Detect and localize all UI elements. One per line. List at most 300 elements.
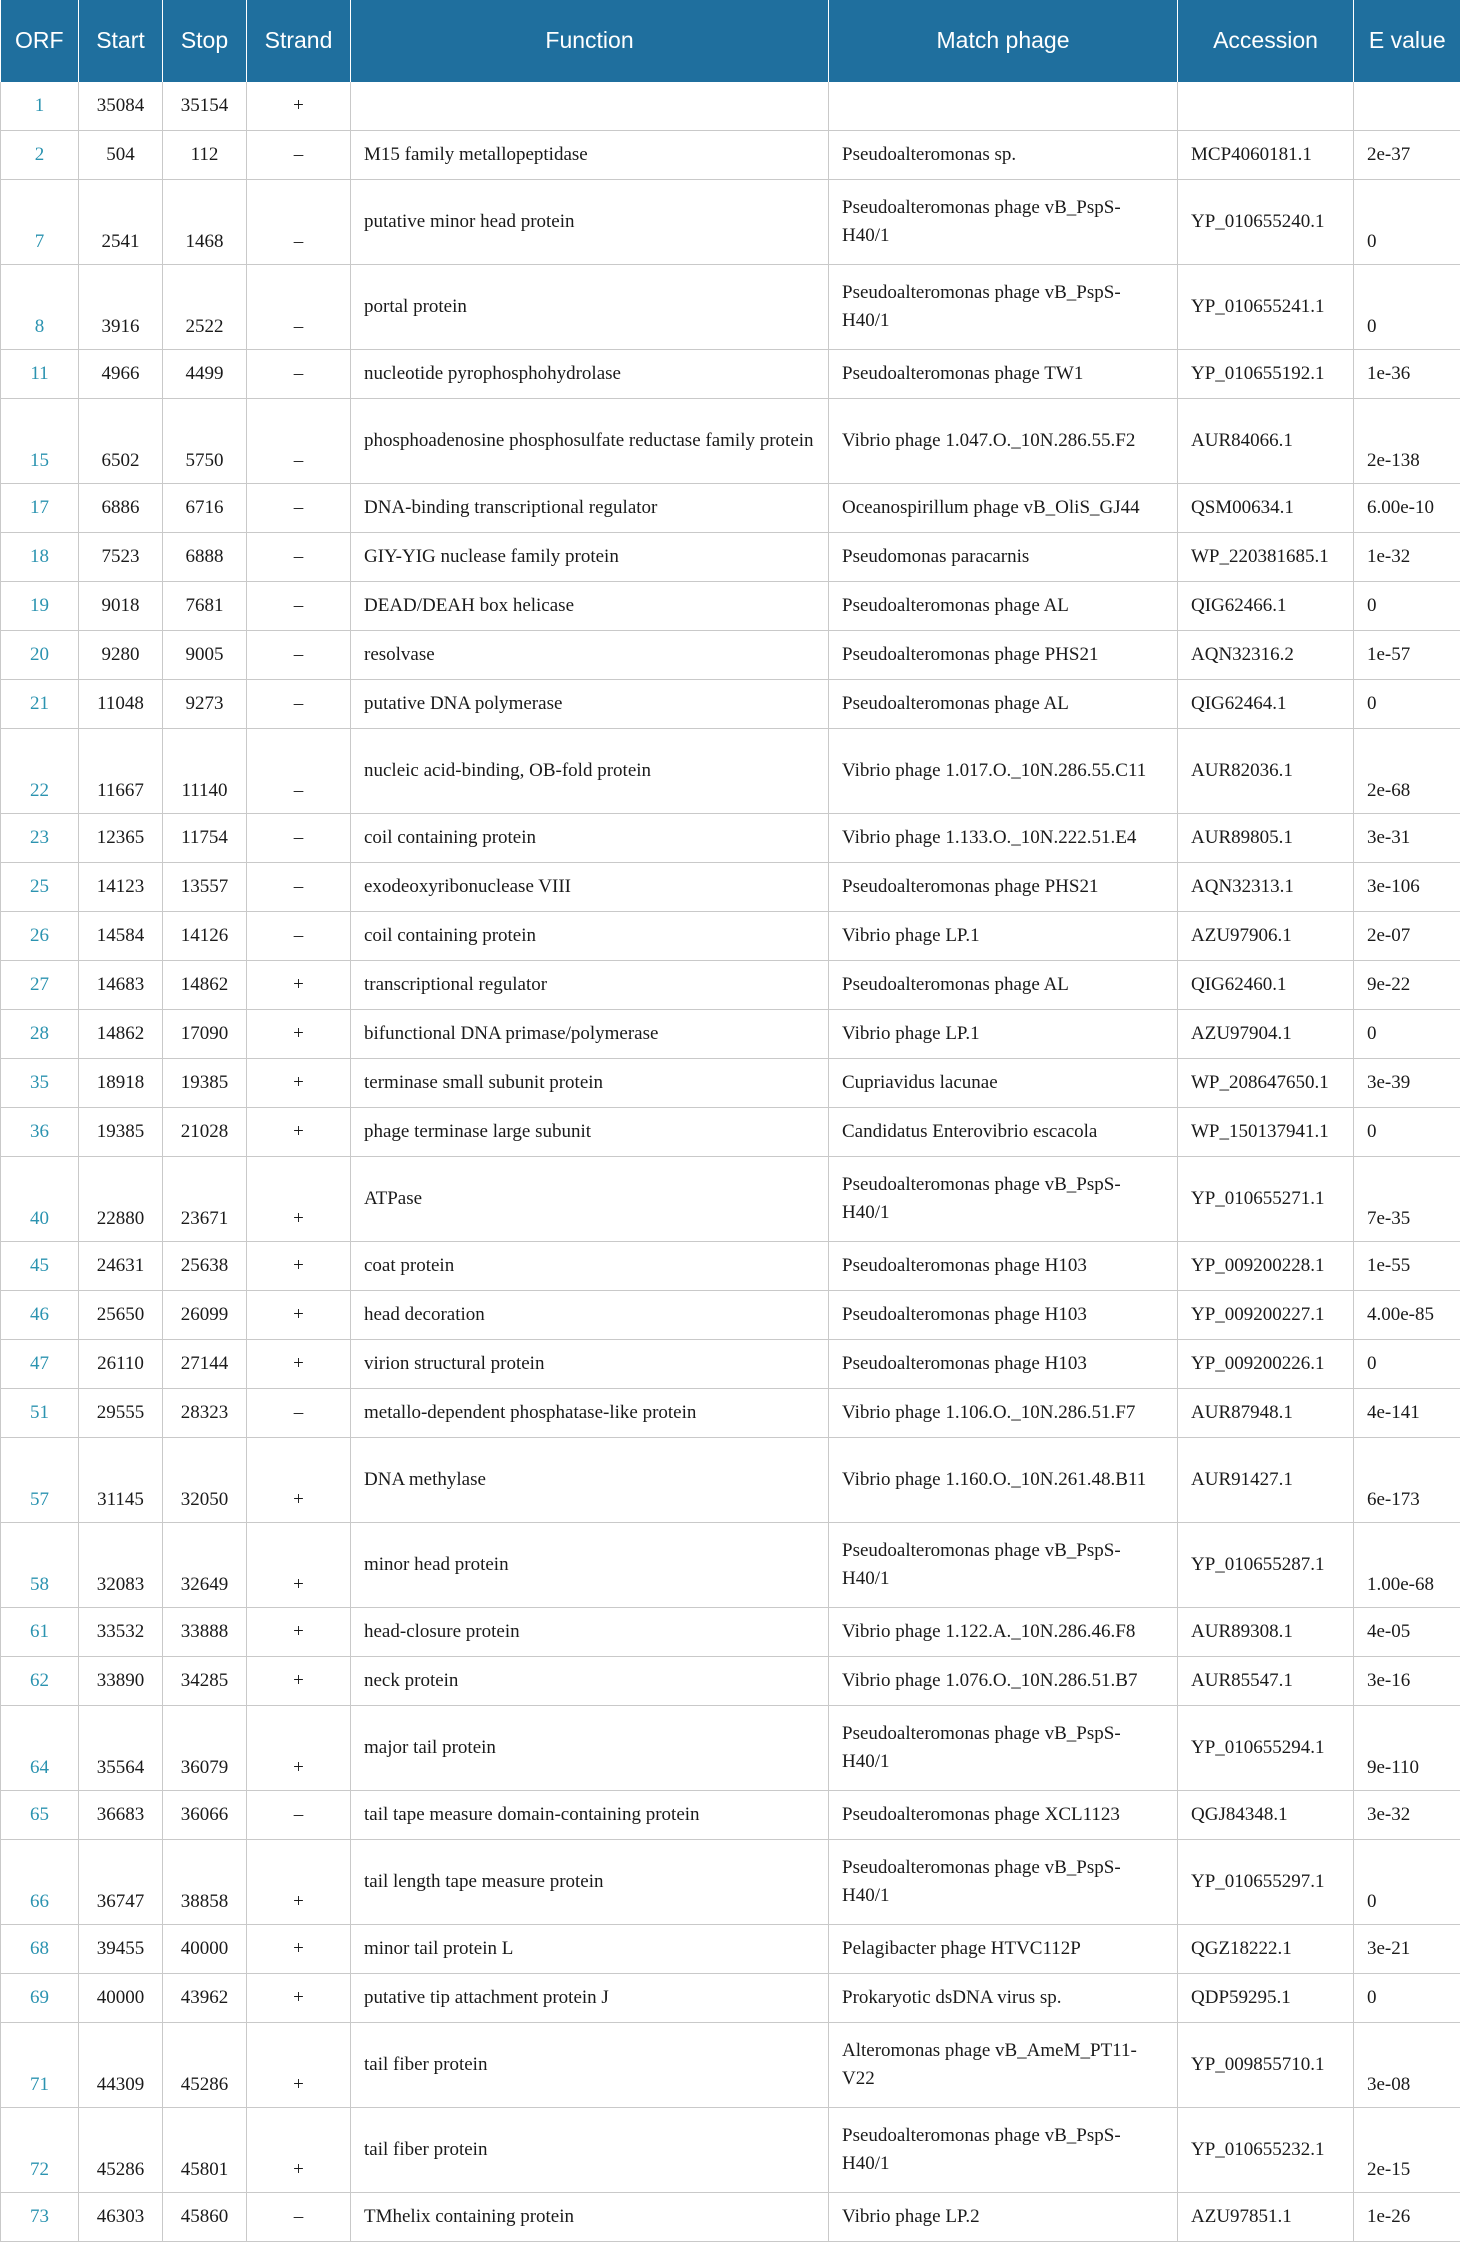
cell-strand: + xyxy=(247,2108,351,2193)
cell-orf[interactable]: 66 xyxy=(1,1840,79,1925)
cell-match-phage: Pseudoalteromonas phage AL xyxy=(829,582,1178,631)
cell-stop: 32050 xyxy=(163,1438,247,1523)
cell-stop: 9273 xyxy=(163,680,247,729)
cell-strand: + xyxy=(247,2023,351,2108)
cell-orf[interactable]: 11 xyxy=(1,350,79,399)
cell-start: 18918 xyxy=(79,1059,163,1108)
cell-function: coil containing protein xyxy=(351,912,829,961)
cell-accession: YP_009200228.1 xyxy=(1178,1242,1354,1291)
cell-accession: YP_010655271.1 xyxy=(1178,1157,1354,1242)
cell-orf[interactable]: 23 xyxy=(1,814,79,863)
cell-match-phage: Pseudoalteromonas phage vB_PspS-H40/1 xyxy=(829,265,1178,350)
cell-strand: – xyxy=(247,180,351,265)
cell-stop: 43962 xyxy=(163,1974,247,2023)
cell-orf[interactable]: 8 xyxy=(1,265,79,350)
table-row xyxy=(1,729,1460,814)
cell-function xyxy=(351,82,829,131)
cell-strand: – xyxy=(247,1791,351,1840)
cell-stop: 5750 xyxy=(163,399,247,484)
cell-match-phage: Pseudoalteromonas phage H103 xyxy=(829,1291,1178,1340)
cell-orf[interactable]: 7 xyxy=(1,180,79,265)
table-row xyxy=(1,863,1460,912)
cell-start: 4966 xyxy=(79,350,163,399)
cell-orf[interactable]: 35 xyxy=(1,1059,79,1108)
cell-strand: + xyxy=(247,1340,351,1389)
cell-start: 25650 xyxy=(79,1291,163,1340)
cell-e-value: 3e-08 xyxy=(1354,2023,1460,2108)
cell-e-value: 6.00e-10 xyxy=(1354,484,1460,533)
cell-strand: + xyxy=(247,961,351,1010)
cell-function: resolvase xyxy=(351,631,829,680)
cell-function: neck protein xyxy=(351,1657,829,1706)
cell-accession: QGJ84348.1 xyxy=(1178,1791,1354,1840)
cell-strand: – xyxy=(247,131,351,180)
cell-start: 19385 xyxy=(79,1108,163,1157)
cell-function: head decoration xyxy=(351,1291,829,1340)
cell-accession: AZU97906.1 xyxy=(1178,912,1354,961)
cell-function: putative DNA polymerase xyxy=(351,680,829,729)
cell-orf[interactable]: 28 xyxy=(1,1010,79,1059)
cell-stop: 26099 xyxy=(163,1291,247,1340)
cell-stop: 14126 xyxy=(163,912,247,961)
cell-e-value: 0 xyxy=(1354,265,1460,350)
table-row xyxy=(1,2108,1460,2193)
cell-match-phage: Vibrio phage LP.1 xyxy=(829,1010,1178,1059)
header-orf: ORF xyxy=(1,0,79,82)
cell-accession: AUR84066.1 xyxy=(1178,399,1354,484)
cell-accession: AUR87948.1 xyxy=(1178,1389,1354,1438)
cell-match-phage: Pseudoalteromonas phage vB_PspS-H40/1 xyxy=(829,1840,1178,1925)
cell-accession: AUR82036.1 xyxy=(1178,729,1354,814)
cell-orf[interactable]: 51 xyxy=(1,1389,79,1438)
cell-match-phage: Pseudoalteromonas phage H103 xyxy=(829,1242,1178,1291)
cell-strand: + xyxy=(247,1657,351,1706)
cell-start: 24631 xyxy=(79,1242,163,1291)
cell-start: 33532 xyxy=(79,1608,163,1657)
cell-start: 9280 xyxy=(79,631,163,680)
cell-orf[interactable]: 21 xyxy=(1,680,79,729)
table-row xyxy=(1,1059,1460,1108)
cell-match-phage: Pseudoalteromonas phage TW1 xyxy=(829,350,1178,399)
cell-e-value: 2e-68 xyxy=(1354,729,1460,814)
cell-e-value: 1e-57 xyxy=(1354,631,1460,680)
cell-accession: MCP4060181.1 xyxy=(1178,131,1354,180)
header-match-phage: Match phage xyxy=(829,0,1178,82)
cell-e-value: 1e-32 xyxy=(1354,533,1460,582)
cell-stop: 6888 xyxy=(163,533,247,582)
cell-match-phage: Pseudoalteromonas phage PHS21 xyxy=(829,863,1178,912)
cell-start: 14862 xyxy=(79,1010,163,1059)
cell-start: 45286 xyxy=(79,2108,163,2193)
cell-start: 14683 xyxy=(79,961,163,1010)
cell-strand: + xyxy=(247,82,351,131)
cell-orf[interactable]: 36 xyxy=(1,1108,79,1157)
cell-e-value xyxy=(1354,82,1460,131)
table-row xyxy=(1,1242,1460,1291)
cell-accession xyxy=(1178,82,1354,131)
cell-e-value: 4.00e-85 xyxy=(1354,1291,1460,1340)
cell-function: putative tip attachment protein J xyxy=(351,1974,829,2023)
cell-orf[interactable]: 68 xyxy=(1,1925,79,1974)
cell-e-value: 2e-37 xyxy=(1354,131,1460,180)
cell-orf[interactable]: 22 xyxy=(1,729,79,814)
cell-function: coat protein xyxy=(351,1242,829,1291)
cell-match-phage: Vibrio phage 1.106.O._10N.286.51.F7 xyxy=(829,1389,1178,1438)
cell-accession: AQN32316.2 xyxy=(1178,631,1354,680)
cell-start: 2541 xyxy=(79,180,163,265)
cell-function: transcriptional regulator xyxy=(351,961,829,1010)
cell-match-phage: Pseudoalteromonas phage AL xyxy=(829,680,1178,729)
cell-stop: 4499 xyxy=(163,350,247,399)
table-row xyxy=(1,1108,1460,1157)
cell-accession: YP_010655240.1 xyxy=(1178,180,1354,265)
cell-match-phage xyxy=(829,82,1178,131)
cell-stop: 40000 xyxy=(163,1925,247,1974)
cell-accession: QIG62466.1 xyxy=(1178,582,1354,631)
cell-accession: AZU97904.1 xyxy=(1178,1010,1354,1059)
cell-function: phosphoadenosine phosphosulfate reductase family protein xyxy=(351,399,829,484)
cell-accession: AUR91427.1 xyxy=(1178,1438,1354,1523)
cell-function: portal protein xyxy=(351,265,829,350)
cell-orf[interactable]: 45 xyxy=(1,1242,79,1291)
cell-function: terminase small subunit protein xyxy=(351,1059,829,1108)
cell-function: major tail protein xyxy=(351,1706,829,1791)
cell-stop: 11754 xyxy=(163,814,247,863)
cell-stop: 1468 xyxy=(163,180,247,265)
cell-strand: – xyxy=(247,582,351,631)
cell-function: nucleotide pyrophosphohydrolase xyxy=(351,350,829,399)
cell-stop: 11140 xyxy=(163,729,247,814)
cell-stop: 45286 xyxy=(163,2023,247,2108)
table-row xyxy=(1,180,1460,265)
cell-stop: 23671 xyxy=(163,1157,247,1242)
cell-accession: AUR85547.1 xyxy=(1178,1657,1354,1706)
cell-match-phage: Vibrio phage LP.2 xyxy=(829,2193,1178,2242)
cell-e-value: 9e-110 xyxy=(1354,1706,1460,1791)
cell-e-value: 7e-35 xyxy=(1354,1157,1460,1242)
cell-stop: 25638 xyxy=(163,1242,247,1291)
cell-stop: 2522 xyxy=(163,265,247,350)
cell-match-phage: Pseudoalteromonas sp. xyxy=(829,131,1178,180)
cell-start: 29555 xyxy=(79,1389,163,1438)
cell-accession: AZU97851.1 xyxy=(1178,2193,1354,2242)
cell-start: 33890 xyxy=(79,1657,163,1706)
cell-strand: – xyxy=(247,350,351,399)
cell-function: DNA-binding transcriptional regulator xyxy=(351,484,829,533)
cell-function: GIY-YIG nuclease family protein xyxy=(351,533,829,582)
table-row xyxy=(1,484,1460,533)
cell-accession: YP_010655192.1 xyxy=(1178,350,1354,399)
cell-accession: QGZ18222.1 xyxy=(1178,1925,1354,1974)
cell-accession: YP_010655297.1 xyxy=(1178,1840,1354,1925)
cell-accession: QIG62460.1 xyxy=(1178,961,1354,1010)
cell-strand: – xyxy=(247,814,351,863)
cell-start: 35564 xyxy=(79,1706,163,1791)
cell-orf[interactable]: 20 xyxy=(1,631,79,680)
cell-strand: + xyxy=(247,1840,351,1925)
cell-e-value: 1e-36 xyxy=(1354,350,1460,399)
cell-strand: + xyxy=(247,1108,351,1157)
cell-orf[interactable]: 25 xyxy=(1,863,79,912)
cell-e-value: 2e-07 xyxy=(1354,912,1460,961)
cell-strand: – xyxy=(247,863,351,912)
table-row xyxy=(1,1438,1460,1523)
cell-stop: 45801 xyxy=(163,2108,247,2193)
cell-stop: 45860 xyxy=(163,2193,247,2242)
cell-function: ATPase xyxy=(351,1157,829,1242)
cell-start: 11048 xyxy=(79,680,163,729)
cell-stop: 7681 xyxy=(163,582,247,631)
cell-match-phage: Vibrio phage 1.047.O._10N.286.55.F2 xyxy=(829,399,1178,484)
cell-orf[interactable]: 2 xyxy=(1,131,79,180)
cell-accession: YP_010655294.1 xyxy=(1178,1706,1354,1791)
cell-strand: + xyxy=(247,1925,351,1974)
cell-orf[interactable]: 61 xyxy=(1,1608,79,1657)
cell-stop: 28323 xyxy=(163,1389,247,1438)
header-e-value: E value xyxy=(1354,0,1460,82)
table-row xyxy=(1,1523,1460,1608)
header-stop: Stop xyxy=(163,0,247,82)
cell-match-phage: Pseudomonas paracarnis xyxy=(829,533,1178,582)
cell-e-value: 4e-05 xyxy=(1354,1608,1460,1657)
cell-e-value: 0 xyxy=(1354,680,1460,729)
table-row xyxy=(1,1389,1460,1438)
cell-stop: 34285 xyxy=(163,1657,247,1706)
cell-e-value: 0 xyxy=(1354,1010,1460,1059)
cell-stop: 6716 xyxy=(163,484,247,533)
cell-function: head-closure protein xyxy=(351,1608,829,1657)
table-row xyxy=(1,2023,1460,2108)
cell-start: 7523 xyxy=(79,533,163,582)
cell-match-phage: Vibrio phage 1.076.O._10N.286.51.B7 xyxy=(829,1657,1178,1706)
cell-orf[interactable]: 46 xyxy=(1,1291,79,1340)
cell-accession: AQN32313.1 xyxy=(1178,863,1354,912)
cell-strand: – xyxy=(247,912,351,961)
cell-accession: QIG62464.1 xyxy=(1178,680,1354,729)
table-row xyxy=(1,680,1460,729)
cell-function: putative minor head protein xyxy=(351,180,829,265)
cell-strand: + xyxy=(247,1059,351,1108)
header-row xyxy=(1,0,1460,82)
cell-start: 46303 xyxy=(79,2193,163,2242)
cell-function: bifunctional DNA primase/polymerase xyxy=(351,1010,829,1059)
cell-orf[interactable]: 62 xyxy=(1,1657,79,1706)
cell-match-phage: Pseudoalteromonas phage vB_PspS-H40/1 xyxy=(829,1157,1178,1242)
cell-start: 26110 xyxy=(79,1340,163,1389)
cell-function: tail fiber protein xyxy=(351,2023,829,2108)
header-start: Start xyxy=(79,0,163,82)
cell-strand: + xyxy=(247,1438,351,1523)
cell-orf[interactable]: 26 xyxy=(1,912,79,961)
cell-orf[interactable]: 17 xyxy=(1,484,79,533)
cell-e-value: 0 xyxy=(1354,1840,1460,1925)
table-row xyxy=(1,265,1460,350)
cell-e-value: 9e-22 xyxy=(1354,961,1460,1010)
cell-stop: 27144 xyxy=(163,1340,247,1389)
cell-strand: + xyxy=(247,1974,351,2023)
cell-function: minor tail protein L xyxy=(351,1925,829,1974)
cell-e-value: 2e-138 xyxy=(1354,399,1460,484)
cell-match-phage: Cupriavidus lacunae xyxy=(829,1059,1178,1108)
cell-accession: YP_009200227.1 xyxy=(1178,1291,1354,1340)
cell-strand: – xyxy=(247,484,351,533)
cell-function: minor head protein xyxy=(351,1523,829,1608)
cell-function: tail length tape measure protein xyxy=(351,1840,829,1925)
cell-stop: 19385 xyxy=(163,1059,247,1108)
cell-strand: + xyxy=(247,1523,351,1608)
table-row xyxy=(1,1010,1460,1059)
cell-function: tail fiber protein xyxy=(351,2108,829,2193)
cell-strand: – xyxy=(247,1389,351,1438)
cell-accession: WP_220381685.1 xyxy=(1178,533,1354,582)
cell-strand: + xyxy=(247,1706,351,1791)
cell-orf[interactable]: 19 xyxy=(1,582,79,631)
cell-start: 14123 xyxy=(79,863,163,912)
cell-stop: 17090 xyxy=(163,1010,247,1059)
cell-accession: WP_208647650.1 xyxy=(1178,1059,1354,1108)
cell-accession: YP_009200226.1 xyxy=(1178,1340,1354,1389)
cell-orf[interactable]: 18 xyxy=(1,533,79,582)
header-strand: Strand xyxy=(247,0,351,82)
table-row xyxy=(1,814,1460,863)
cell-e-value: 3e-106 xyxy=(1354,863,1460,912)
cell-match-phage: Prokaryotic dsDNA virus sp. xyxy=(829,1974,1178,2023)
cell-accession: QDP59295.1 xyxy=(1178,1974,1354,2023)
cell-match-phage: Pseudoalteromonas phage vB_PspS-H40/1 xyxy=(829,1523,1178,1608)
cell-match-phage: Pseudoalteromonas phage vB_PspS-H40/1 xyxy=(829,2108,1178,2193)
table-body xyxy=(1,82,1460,2242)
cell-accession: YP_010655241.1 xyxy=(1178,265,1354,350)
cell-stop: 38858 xyxy=(163,1840,247,1925)
cell-orf[interactable]: 1 xyxy=(1,82,79,131)
table-row xyxy=(1,1840,1460,1925)
cell-strand: + xyxy=(247,1157,351,1242)
cell-orf[interactable]: 40 xyxy=(1,1157,79,1242)
cell-e-value: 3e-39 xyxy=(1354,1059,1460,1108)
cell-match-phage: Vibrio phage 1.133.O._10N.222.51.E4 xyxy=(829,814,1178,863)
cell-e-value: 0 xyxy=(1354,582,1460,631)
cell-start: 32083 xyxy=(79,1523,163,1608)
cell-strand: – xyxy=(247,680,351,729)
cell-e-value: 3e-31 xyxy=(1354,814,1460,863)
cell-orf[interactable]: 58 xyxy=(1,1523,79,1608)
cell-strand: – xyxy=(247,729,351,814)
cell-strand: – xyxy=(247,631,351,680)
header-function: Function xyxy=(351,0,829,82)
cell-strand: – xyxy=(247,399,351,484)
cell-match-phage: Vibrio phage 1.122.A._10N.286.46.F8 xyxy=(829,1608,1178,1657)
cell-stop: 32649 xyxy=(163,1523,247,1608)
cell-stop: 36079 xyxy=(163,1706,247,1791)
cell-match-phage: Pseudoalteromonas phage AL xyxy=(829,961,1178,1010)
cell-e-value: 6e-173 xyxy=(1354,1438,1460,1523)
cell-start: 6502 xyxy=(79,399,163,484)
cell-accession: YP_010655287.1 xyxy=(1178,1523,1354,1608)
cell-match-phage: Pseudoalteromonas phage H103 xyxy=(829,1340,1178,1389)
table-row xyxy=(1,1657,1460,1706)
cell-match-phage: Vibrio phage 1.160.O._10N.261.48.B11 xyxy=(829,1438,1178,1523)
cell-accession: QSM00634.1 xyxy=(1178,484,1354,533)
cell-stop: 14862 xyxy=(163,961,247,1010)
cell-match-phage: Pseudoalteromonas phage vB_PspS-H40/1 xyxy=(829,180,1178,265)
cell-start: 12365 xyxy=(79,814,163,863)
cell-orf[interactable]: 27 xyxy=(1,961,79,1010)
cell-function: tail tape measure domain-containing protein xyxy=(351,1791,829,1840)
cell-orf[interactable]: 65 xyxy=(1,1791,79,1840)
cell-start: 39455 xyxy=(79,1925,163,1974)
table-row xyxy=(1,399,1460,484)
cell-function: phage terminase large subunit xyxy=(351,1108,829,1157)
cell-function: TMhelix containing protein xyxy=(351,2193,829,2242)
cell-e-value: 3e-21 xyxy=(1354,1925,1460,1974)
cell-e-value: 0 xyxy=(1354,1108,1460,1157)
cell-e-value: 3e-32 xyxy=(1354,1791,1460,1840)
cell-e-value: 1e-55 xyxy=(1354,1242,1460,1291)
cell-orf[interactable]: 73 xyxy=(1,2193,79,2242)
cell-orf[interactable]: 57 xyxy=(1,1438,79,1523)
cell-accession: WP_150137941.1 xyxy=(1178,1108,1354,1157)
cell-orf[interactable]: 64 xyxy=(1,1706,79,1791)
table-row xyxy=(1,1608,1460,1657)
cell-start: 6886 xyxy=(79,484,163,533)
cell-stop: 36066 xyxy=(163,1791,247,1840)
cell-match-phage: Candidatus Enterovibrio escacola xyxy=(829,1108,1178,1157)
cell-stop: 33888 xyxy=(163,1608,247,1657)
table-row xyxy=(1,961,1460,1010)
cell-stop: 13557 xyxy=(163,863,247,912)
table-row xyxy=(1,1706,1460,1791)
cell-stop: 9005 xyxy=(163,631,247,680)
cell-start: 9018 xyxy=(79,582,163,631)
table-row xyxy=(1,533,1460,582)
table-row xyxy=(1,1791,1460,1840)
cell-strand: – xyxy=(247,265,351,350)
cell-orf[interactable]: 71 xyxy=(1,2023,79,2108)
cell-match-phage: Vibrio phage 1.017.O._10N.286.55.C11 xyxy=(829,729,1178,814)
cell-start: 3916 xyxy=(79,265,163,350)
cell-strand: + xyxy=(247,1242,351,1291)
cell-start: 504 xyxy=(79,131,163,180)
table-row xyxy=(1,2193,1460,2242)
cell-start: 11667 xyxy=(79,729,163,814)
cell-start: 40000 xyxy=(79,1974,163,2023)
cell-start: 22880 xyxy=(79,1157,163,1242)
cell-function: nucleic acid-binding, OB-fold protein xyxy=(351,729,829,814)
table-row xyxy=(1,350,1460,399)
cell-start: 31145 xyxy=(79,1438,163,1523)
cell-orf[interactable]: 15 xyxy=(1,399,79,484)
cell-orf[interactable]: 72 xyxy=(1,2108,79,2193)
cell-stop: 21028 xyxy=(163,1108,247,1157)
table-row xyxy=(1,582,1460,631)
cell-stop: 112 xyxy=(163,131,247,180)
cell-e-value: 0 xyxy=(1354,1340,1460,1389)
table-row xyxy=(1,1925,1460,1974)
cell-match-phage: Pseudoalteromonas phage vB_PspS-H40/1 xyxy=(829,1706,1178,1791)
cell-start: 36683 xyxy=(79,1791,163,1840)
cell-orf[interactable]: 69 xyxy=(1,1974,79,2023)
cell-orf[interactable]: 47 xyxy=(1,1340,79,1389)
cell-match-phage: Vibrio phage LP.1 xyxy=(829,912,1178,961)
table-row xyxy=(1,1974,1460,2023)
cell-function: exodeoxyribonuclease VIII xyxy=(351,863,829,912)
cell-function: M15 family metallopeptidase xyxy=(351,131,829,180)
cell-match-phage: Pseudoalteromonas phage XCL1123 xyxy=(829,1791,1178,1840)
cell-match-phage: Alteromonas phage vB_AmeM_PT11-V22 xyxy=(829,2023,1178,2108)
cell-e-value: 3e-16 xyxy=(1354,1657,1460,1706)
cell-function: DNA methylase xyxy=(351,1438,829,1523)
cell-accession: AUR89805.1 xyxy=(1178,814,1354,863)
